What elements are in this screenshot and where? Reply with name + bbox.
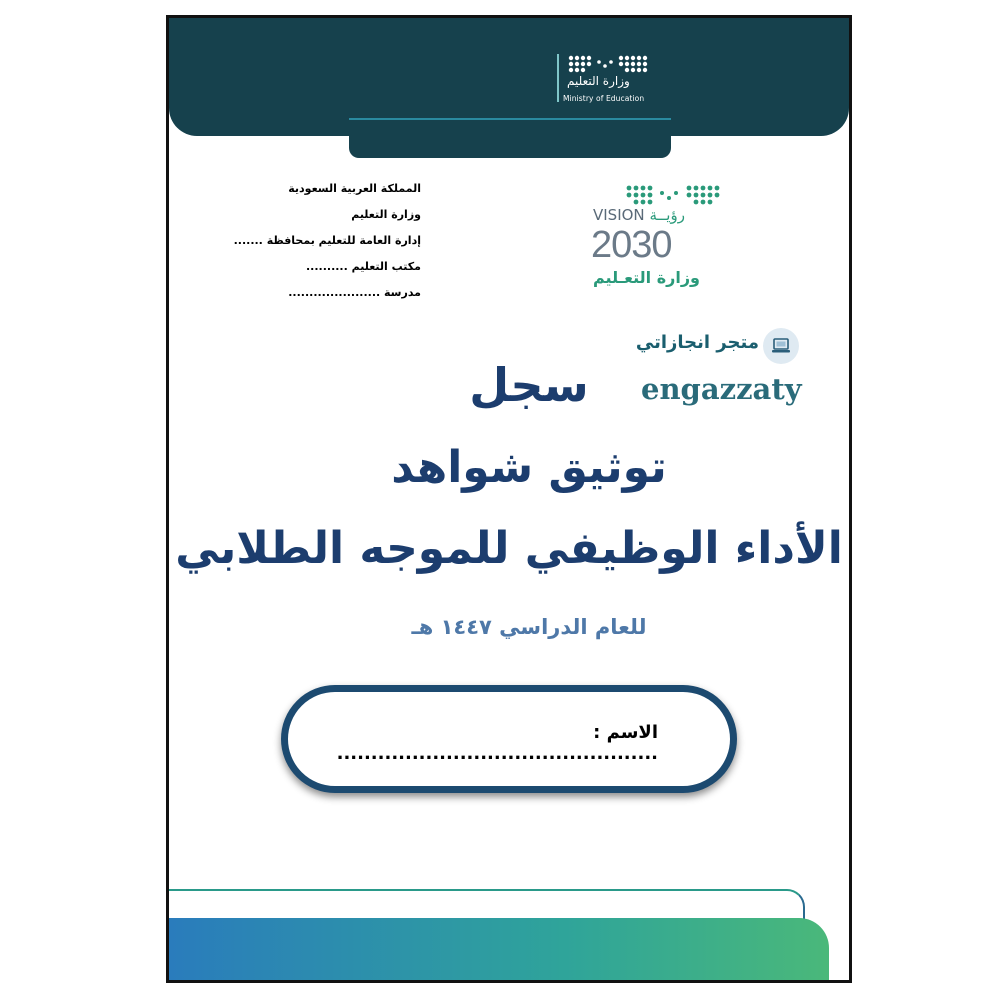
admin-line-country: المملكة العربية السعودية <box>288 182 421 195</box>
admin-line-ministry: وزارة التعليم <box>351 208 421 221</box>
moe-divider <box>557 54 559 102</box>
title-line-3: الأداء الوظيفي للموجه الطلابي <box>175 523 843 574</box>
vision-ministry: وزارة التعـليم <box>593 268 700 287</box>
academic-year: للعام الدراسي ١٤٤٧ هـ <box>411 615 647 639</box>
admin-line-directorate: إدارة العامة للتعليم بمحافظة ....... <box>233 234 421 247</box>
vision-dots-icon <box>625 184 733 206</box>
moe-logo-english: Ministry of Education <box>563 94 645 103</box>
store-name-ar: متجر انجازاتي <box>635 332 759 353</box>
admin-line-school: مدرسة ...................... <box>288 286 421 299</box>
vision-year: 2030 <box>591 224 672 266</box>
moe-logo-arabic: وزارة التعليم <box>567 74 630 88</box>
vision-label <box>593 206 693 224</box>
footer-band <box>169 918 829 983</box>
name-field-box[interactable] <box>281 685 737 793</box>
vision-label-ar: رؤيــة <box>649 206 685 224</box>
vision-label-en: VISION <box>593 206 645 224</box>
document-page <box>166 15 852 983</box>
title-line-2: توثيق شواهد <box>391 442 667 493</box>
vision-2030-logo <box>589 180 739 292</box>
store-badge <box>635 328 805 358</box>
admin-line-office: مكتب التعليم .......... <box>306 260 421 273</box>
admin-block <box>229 176 421 306</box>
header-tab <box>349 118 671 158</box>
title-line-1: سجل <box>469 358 589 412</box>
store-name-en: engazzaty <box>641 372 802 406</box>
moe-logo-dots-icon <box>567 54 655 74</box>
name-field-label: الاسم : ............................................... <box>336 722 658 764</box>
